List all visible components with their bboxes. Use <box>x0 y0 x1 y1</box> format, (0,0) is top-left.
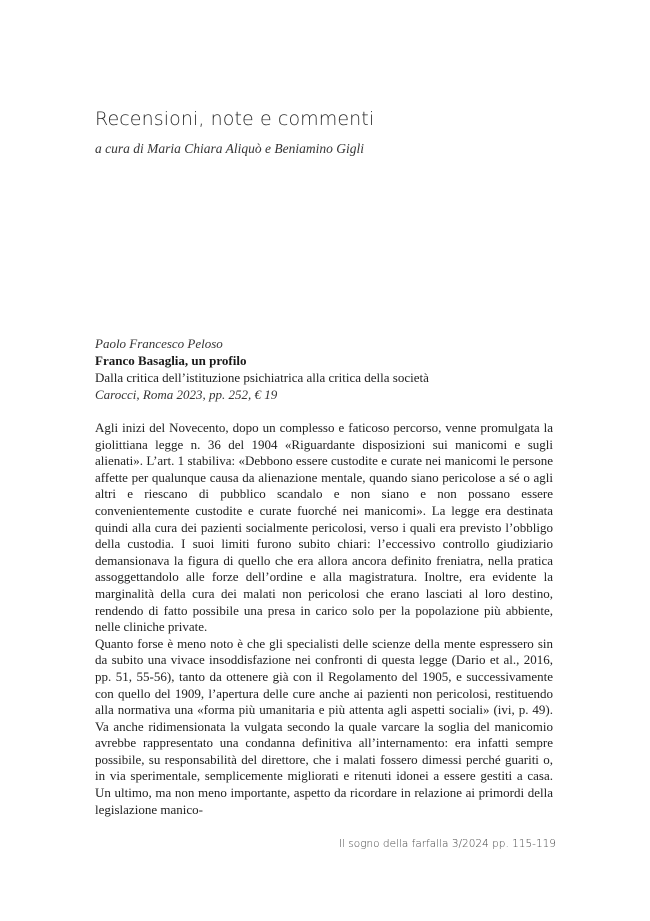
book-title: Franco Basaglia, un profilo <box>95 353 247 368</box>
body-paragraph: Quanto forse è meno noto è che gli specialisti delle scienze della mente espressero sin da subito una vivace insoddisfazione nei confronti di questa legge (Dario et al., 2016, pp. 51, 55-56), tanto da ottenere già con il Regolamento del 1905, e successivamente con quello del 1909, l’apertura delle cure anche ai pazienti non pericolosi, restituendo alla normativa una «forma più umanitaria e più attenta agli aspetti sociali» (ivi, p. 49). Va anche ridimensionata la vulgata secondo la quale varcare la soglia del manicomio avrebbe rappresentato una condanna definitiva all’internamento: era infatti sempre possibile, su responsabilità del direttore, che i malati fossero dimessi perché guariti o, in via sperimentale, semplicemente migliorati e ritenuti idonei a essere gestiti a casa. Un ultimo, ma non meno importante, aspetto da ricordare in relazione ai primordi della legislazione manico- <box>95 635 553 817</box>
review-header <box>95 335 565 403</box>
review-body <box>95 420 553 818</box>
section-editors: a cura di Maria Chiara Aliquò e Beniamino Gigli <box>95 141 364 156</box>
book-subtitle: Dalla critica dell’istituzione psichiatrica alla critica della società <box>95 370 429 385</box>
section-title: Recensioni, note e commenti <box>95 108 375 130</box>
body-paragraph: Agli inizi del Novecento, dopo un complesso e faticoso percorso, venne promulgata la giolittiana legge n. 36 del 1904 «Riguardante disposizioni sui manicomi e sugli alienati». L’art. 1 stabiliva: «Debbono essere custodite e curate nei manicomi le persone affette per qualunque causa da alienazione mentale, quando siano pericolose a sé o agli altri e riescano di pubblico scandalo e non siano e non possano essere convenientemente custodite e curate fuorché nei manicomi». La legge era destinata quindi alla cura dei pazienti socialmente pericolosi, verso i quali era previsto l’obbligo della custodia. I suoi limiti furono subito chiari: l’eccessivo controllo giudiziario demansionava la figura di quello che era allora ancora definito freniatra, nella pratica assoggettandolo alle forze dell’ordine e alla magistratura. Inoltre, era evidente la marginalità della cura dei malati non pericolosi che erano lasciati al loro destino, rendendo di fatto possibile una presa in carico solo per la popolazione più abbiente, nelle cliniche private. <box>95 420 553 635</box>
book-publication-info: Carocci, Roma 2023, pp. 252, € 19 <box>95 387 278 402</box>
review-author: Paolo Francesco Peloso <box>95 336 223 351</box>
page-footer-citation: Il sogno della farfalla 3/2024 pp. 115-119 <box>338 838 556 850</box>
